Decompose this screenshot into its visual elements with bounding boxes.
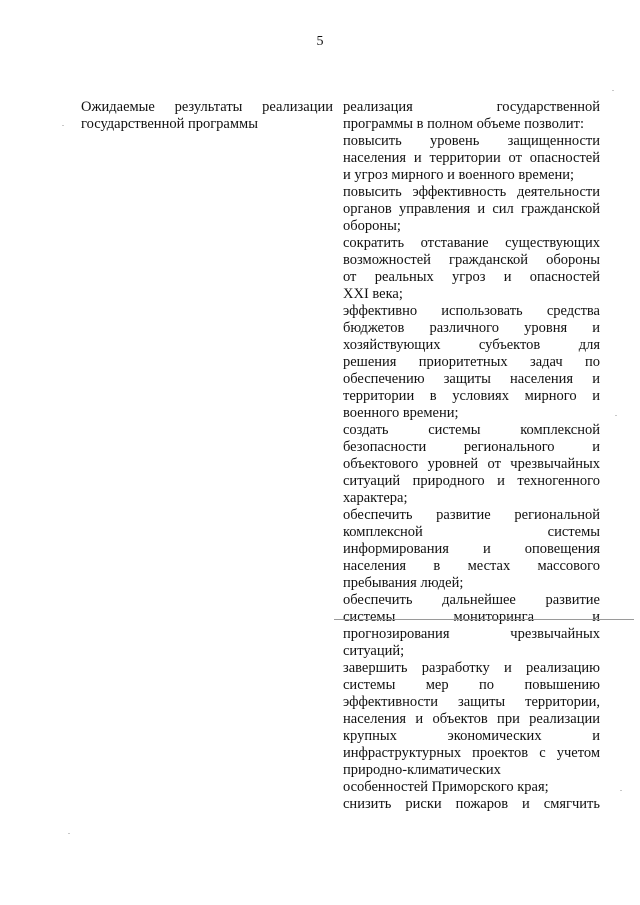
content-line: эффективности защиты территории, [343, 694, 600, 710]
content-line: реализация государственной [343, 99, 600, 115]
content-line: от реальных угроз и опасностей [343, 269, 600, 285]
content-line: обороны; [343, 218, 401, 234]
content-line: снизить риски пожаров и смягчить [343, 796, 600, 812]
content-line: повысить уровень защищенности [343, 133, 600, 149]
content-line: объектового уровней от чрезвычайных [343, 456, 600, 472]
content-line: информирования и оповещения [343, 541, 600, 557]
content-line: программы в полном объеме позволит: [343, 116, 585, 132]
content-line: системы мер по повышению [343, 677, 600, 693]
content-line: населения и территории от опасностей [343, 150, 600, 166]
content-line: комплексной системы [343, 524, 600, 540]
content-line: системы мониторинга и [343, 609, 600, 625]
scan-speck [68, 833, 70, 834]
content-line: характера; [343, 490, 408, 506]
content-line: пребывания людей; [343, 575, 464, 591]
table-cell-content [343, 99, 600, 813]
scan-speck [620, 790, 622, 791]
content-line: ситуаций; [343, 643, 405, 659]
content-line: крупных экономических и [343, 728, 600, 744]
content-line: возможностей гражданской обороны [343, 252, 600, 268]
scan-speck [612, 90, 614, 91]
content-line: бюджетов различного уровня и [343, 320, 600, 336]
content-line: органов управления и сил гражданской [343, 201, 600, 217]
content-line: эффективно использовать средства [343, 303, 600, 319]
content-line: сократить отставание существующих [343, 235, 600, 251]
label-line-1: Ожидаемые результаты реализации [81, 99, 333, 115]
content-line: решения приоритетных задач по [343, 354, 600, 370]
scan-speck [62, 125, 64, 126]
table-cell-label [81, 99, 333, 133]
content-line: инфраструктурных проектов с учетом [343, 745, 600, 761]
content-line: ситуаций природного и техногенного [343, 473, 600, 489]
content-line: и угроз мирного и военного времени; [343, 167, 575, 183]
content-line: населения в местах массового [343, 558, 600, 574]
content-line: природно-климатических [343, 762, 501, 778]
content-line: безопасности регионального и [343, 439, 600, 455]
content-line: обеспечить развитие региональной [343, 507, 600, 523]
content-line: завершить разработку и реализацию [343, 660, 600, 676]
page-number: 5 [316, 34, 324, 49]
content-line: особенностей Приморского края; [343, 779, 549, 795]
table-row-border [334, 619, 634, 620]
content-line: прогнозирования чрезвычайных [343, 626, 600, 642]
content-line: обеспечению защиты населения и [343, 371, 600, 387]
content-line: XXI века; [343, 286, 403, 302]
content-line: повысить эффективность деятельности [343, 184, 600, 200]
content-line: хозяйствующих субъектов для [343, 337, 600, 353]
scan-speck [615, 415, 617, 416]
content-line: обеспечить дальнейшее развитие [343, 592, 600, 608]
content-line: территории в условиях мирного и [343, 388, 600, 404]
content-line: военного времени; [343, 405, 459, 421]
content-line: создать системы комплексной [343, 422, 600, 438]
label-line-2: государственной программы [81, 116, 258, 132]
content-line: населения и объектов при реализации [343, 711, 600, 727]
